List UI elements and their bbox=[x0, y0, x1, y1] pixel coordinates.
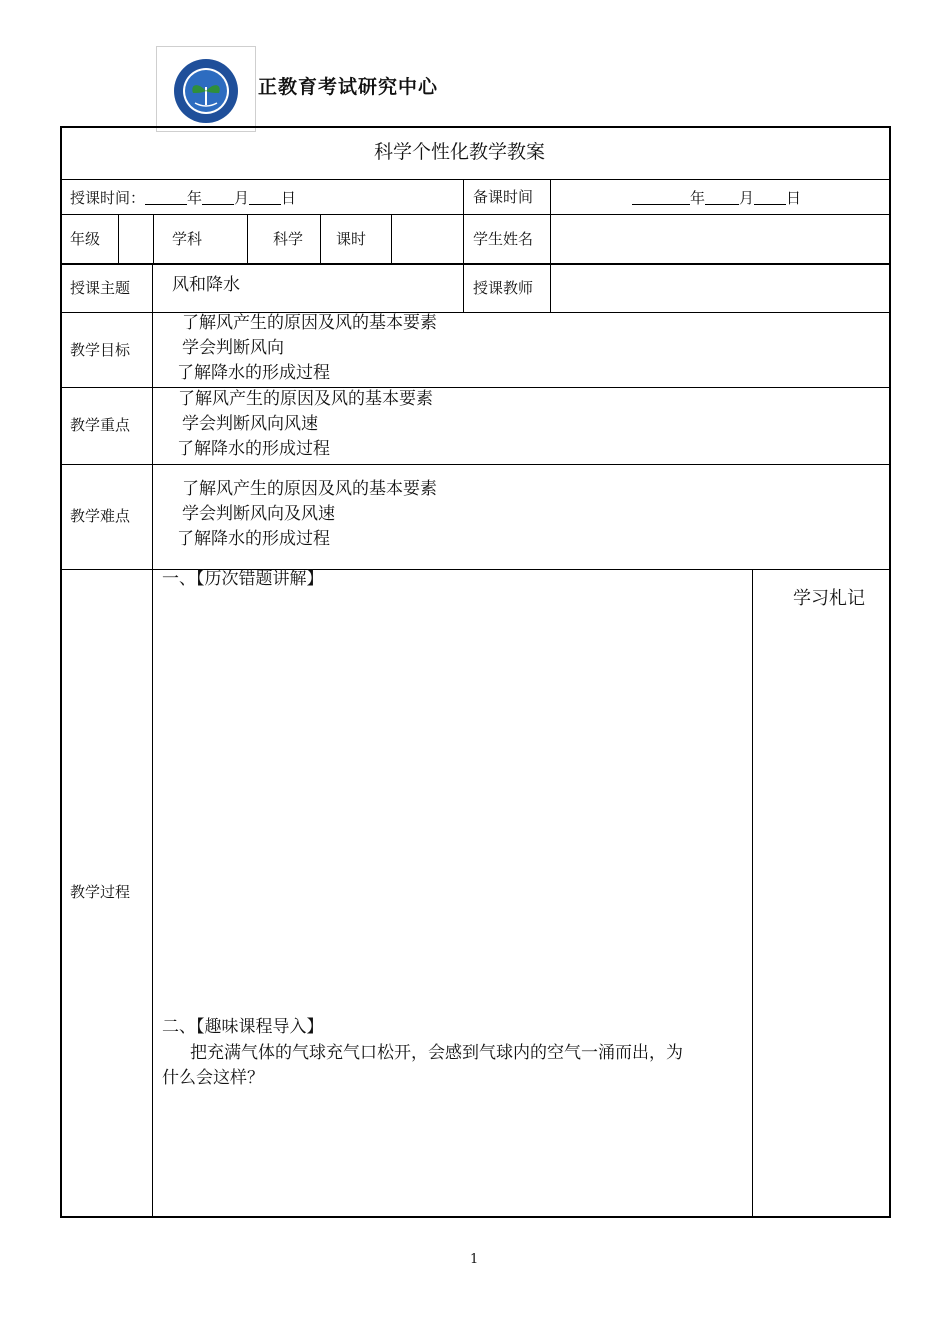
key-point-item: 了解降水的形成过程 bbox=[177, 439, 330, 459]
prep-date-row bbox=[632, 190, 801, 206]
row-divider bbox=[60, 179, 891, 180]
year-label: 年 bbox=[187, 189, 203, 207]
table-border-left bbox=[60, 126, 62, 1218]
period-label: 课时 bbox=[336, 230, 367, 248]
col-divider bbox=[118, 214, 119, 263]
section-2-text-line1: 把充满气体的气球充气口松开，会感到气球内的空气一涌而出，为 bbox=[190, 1043, 683, 1063]
page-number: 1 bbox=[470, 1252, 479, 1267]
form-title: 科学个性化教学教案 bbox=[374, 141, 546, 163]
grade-label: 年级 bbox=[70, 230, 101, 248]
row-divider bbox=[60, 214, 891, 215]
organization-name: 正教育考试研究中心 bbox=[258, 76, 439, 98]
prep-month-blank[interactable] bbox=[705, 190, 739, 205]
col-divider bbox=[752, 569, 753, 1217]
key-point-item: 了解风产生的原因及风的基本要素 bbox=[178, 389, 433, 409]
topic-label: 授课主题 bbox=[70, 279, 131, 297]
section-2-text-line2: 什么会这样？ bbox=[162, 1068, 264, 1088]
goal-item: 学会判断风向 bbox=[182, 338, 284, 358]
row-divider bbox=[60, 263, 891, 265]
month-label: 月 bbox=[234, 189, 250, 207]
prep-month-label: 月 bbox=[739, 189, 755, 207]
table-border-right bbox=[889, 126, 891, 1218]
col-divider bbox=[153, 214, 154, 263]
difficulty-item: 学会判断风向及风速 bbox=[182, 504, 335, 524]
student-name-label: 学生姓名 bbox=[473, 230, 534, 248]
table-border-top bbox=[60, 126, 891, 128]
col-divider bbox=[550, 179, 551, 312]
section-2-title: 二、【趣味课程导入】 bbox=[162, 1017, 324, 1037]
year-blank[interactable] bbox=[145, 190, 187, 205]
month-blank[interactable] bbox=[202, 190, 234, 205]
lesson-time-row bbox=[70, 190, 296, 206]
logo bbox=[156, 46, 256, 132]
teacher-label: 授课教师 bbox=[473, 279, 534, 297]
subject-label: 学科 bbox=[172, 230, 203, 248]
col-divider bbox=[463, 179, 464, 312]
row-divider bbox=[60, 387, 891, 388]
difficulty-item: 了解风产生的原因及风的基本要素 bbox=[182, 479, 437, 499]
notes-label: 学习札记 bbox=[793, 588, 865, 609]
goals-label: 教学目标 bbox=[70, 341, 131, 359]
prep-time-label: 备课时间 bbox=[473, 188, 534, 206]
lesson-time-label: 授课时间： bbox=[70, 189, 146, 207]
prep-year-blank[interactable] bbox=[632, 190, 690, 205]
col-divider bbox=[152, 263, 153, 1217]
col-divider bbox=[391, 214, 392, 263]
col-divider bbox=[247, 214, 248, 263]
prep-day-label: 日 bbox=[786, 189, 802, 207]
goal-item: 了解风产生的原因及风的基本要素 bbox=[182, 313, 437, 333]
difficulties-label: 教学难点 bbox=[70, 507, 131, 525]
process-label: 教学过程 bbox=[70, 883, 131, 901]
day-label: 日 bbox=[281, 189, 297, 207]
subject-value: 科学 bbox=[273, 230, 304, 248]
key-point-item: 学会判断风向风速 bbox=[182, 414, 318, 434]
table-border-bottom bbox=[60, 1216, 891, 1218]
day-blank[interactable] bbox=[249, 190, 281, 205]
row-divider bbox=[60, 464, 891, 465]
topic-value: 风和降水 bbox=[172, 275, 240, 295]
school-seal-icon bbox=[157, 47, 255, 131]
prep-year-label: 年 bbox=[690, 189, 706, 207]
goal-item: 了解降水的形成过程 bbox=[177, 363, 330, 383]
section-1-title: 一、【历次错题讲解】 bbox=[162, 569, 324, 589]
col-divider bbox=[320, 214, 321, 263]
key-points-label: 教学重点 bbox=[70, 416, 131, 434]
difficulty-item: 了解降水的形成过程 bbox=[177, 529, 330, 549]
prep-day-blank[interactable] bbox=[754, 190, 786, 205]
